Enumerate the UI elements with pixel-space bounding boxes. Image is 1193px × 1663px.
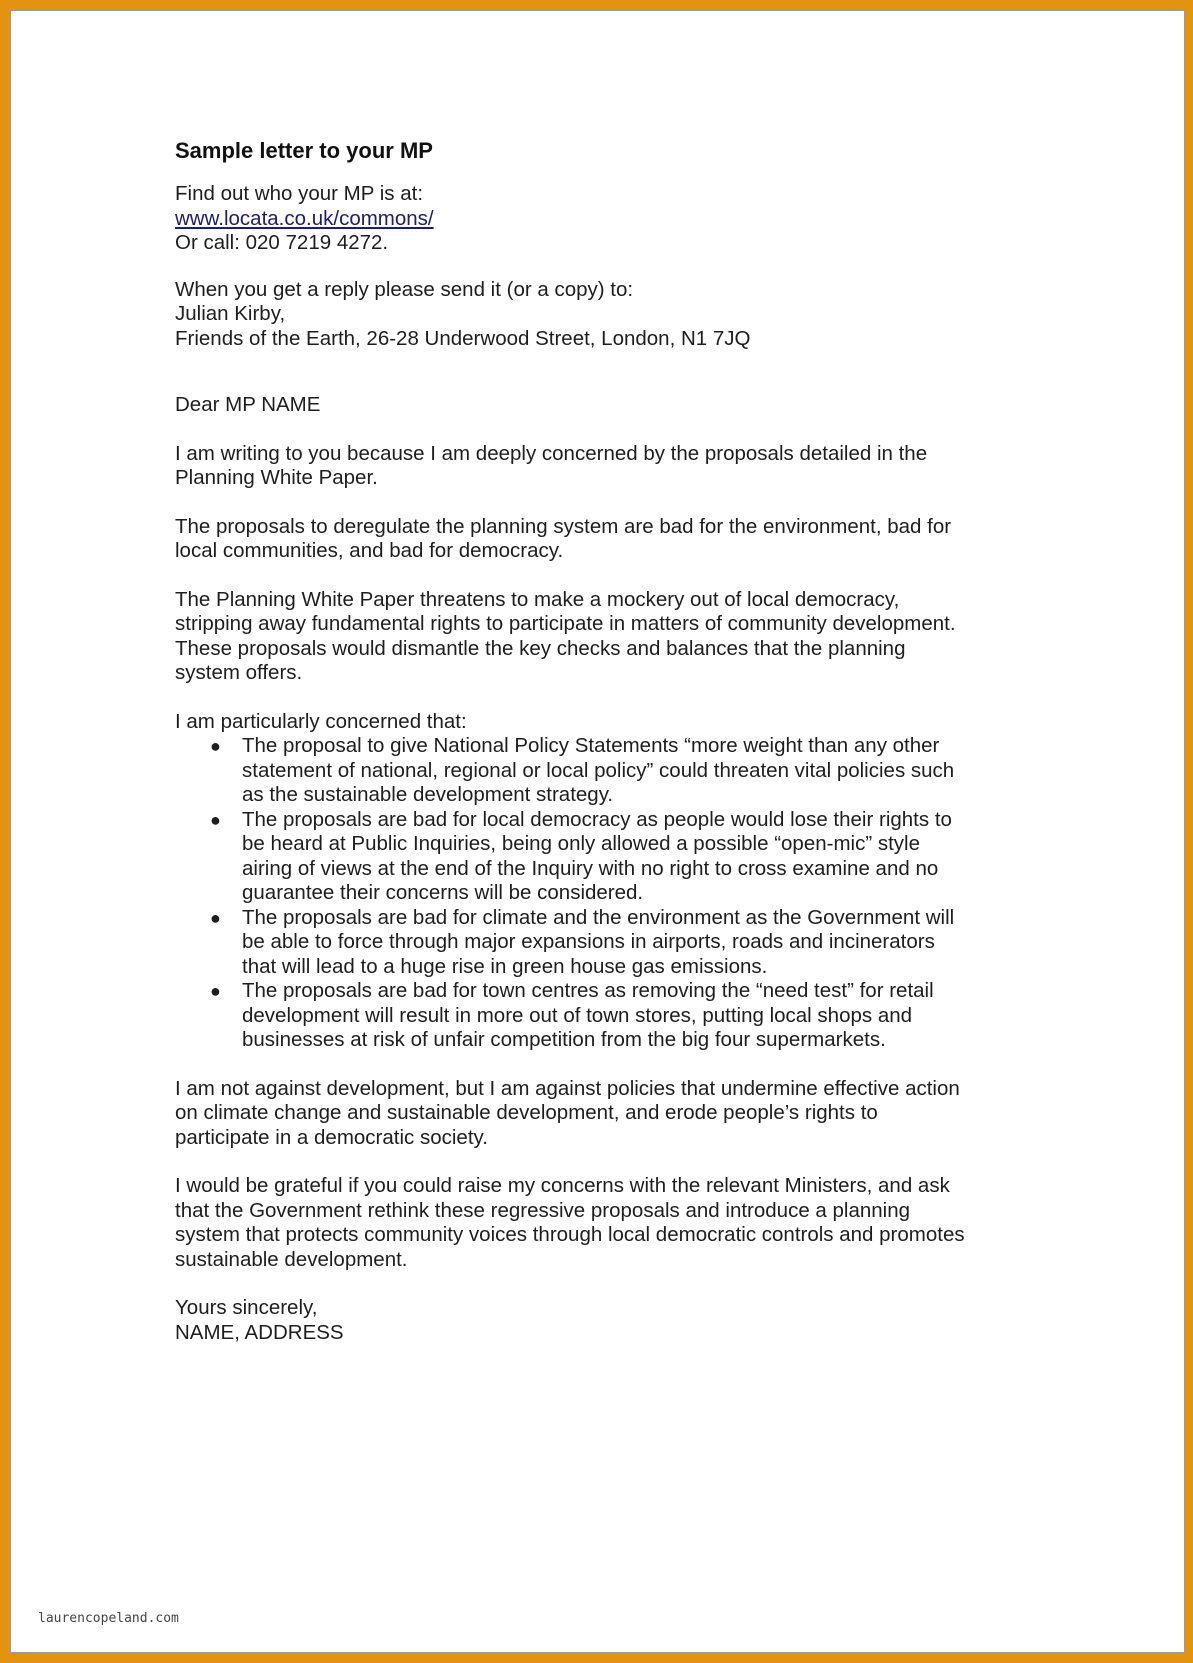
paragraph-intro: I am writing to you because I am deeply concerned by the proposals detailed in the Planning White Paper. <box>175 441 928 489</box>
phone-line: Or call: 020 7219 4272. <box>175 231 389 254</box>
salutation: Dear MP NAME <box>175 393 321 416</box>
reply-name: Julian Kirby, <box>175 302 286 325</box>
bullet-icon: ● <box>210 736 221 756</box>
list-item-text: The proposals are bad for local democracy as people would lose their rights to be heard at Public Inquiries, being only allowed a possible “open-mic” style airing of views at the end of the Inquiry with no right to cross examine and no guarantee their concerns will be considered. <box>242 807 952 904</box>
list-item <box>175 979 958 1053</box>
list-item <box>175 906 958 980</box>
paragraph-white-paper: The Planning White Paper threatens to make a mockery out of local democracy, stripping away fundamental rights to participate in matters of community development. These proposals would dismantle the key checks and balances that the planning system offers. <box>175 587 956 684</box>
find-mp-intro: Find out who your MP is at: <box>175 182 424 205</box>
paragraph-grateful: I would be grateful if you could raise my concerns with the relevant Ministers, and ask that the Government rethink these regressive proposals and introduce a planning system that protects community voices through local democratic controls and promotes sustainable development. <box>175 1174 965 1271</box>
reply-intro: When you get a reply please send it (or a copy) to: <box>175 277 634 301</box>
paragraph-deregulate: The proposals to deregulate the planning system are bad for the environment, bad for local communities, and bad for democracy. <box>175 514 952 562</box>
list-item <box>175 808 958 906</box>
concern-intro: I am particularly concerned that: <box>175 709 467 733</box>
list-item-text: The proposals are bad for town centres as removing the “need test” for retail development will result in more out of town stores, putting local shops and businesses at risk of unfair competition from the big four supermarkets. <box>242 979 934 1051</box>
bullet-icon: ● <box>210 809 221 830</box>
bullet-icon: ● <box>210 907 221 928</box>
list-item <box>175 734 958 808</box>
watermark-text: laurencopeland.com <box>38 1611 179 1626</box>
letter-body <box>175 138 1015 1345</box>
bullet-icon: ● <box>210 981 221 1001</box>
paragraph-not-against: I am not against development, but I am against policies that undermine effective action on climate change and sustainable development, and erode people’s rights to participate in a democratic society. <box>175 1076 960 1149</box>
reply-address: Friends of the Earth, 26-28 Underwood Street, London, N1 7JQ <box>175 326 751 350</box>
signoff: Yours sincerely, <box>175 1296 318 1319</box>
concern-list <box>175 734 1015 1053</box>
signature: NAME, ADDRESS <box>175 1320 344 1344</box>
list-item-text: The proposals are bad for climate and the environment as the Government will be able to force through major expansions in airports, roads and incinerators that will lead to a huge rise in green house gas emissions. <box>242 905 955 978</box>
document-title: Sample letter to your MP <box>175 138 433 163</box>
list-item-text: The proposal to give National Policy Statements “more weight than any other statement of national, regional or local policy” could threaten vital policies such as the sustainable development strategy. <box>242 734 955 806</box>
locata-link[interactable]: www.locata.co.uk/commons/ <box>175 206 434 230</box>
